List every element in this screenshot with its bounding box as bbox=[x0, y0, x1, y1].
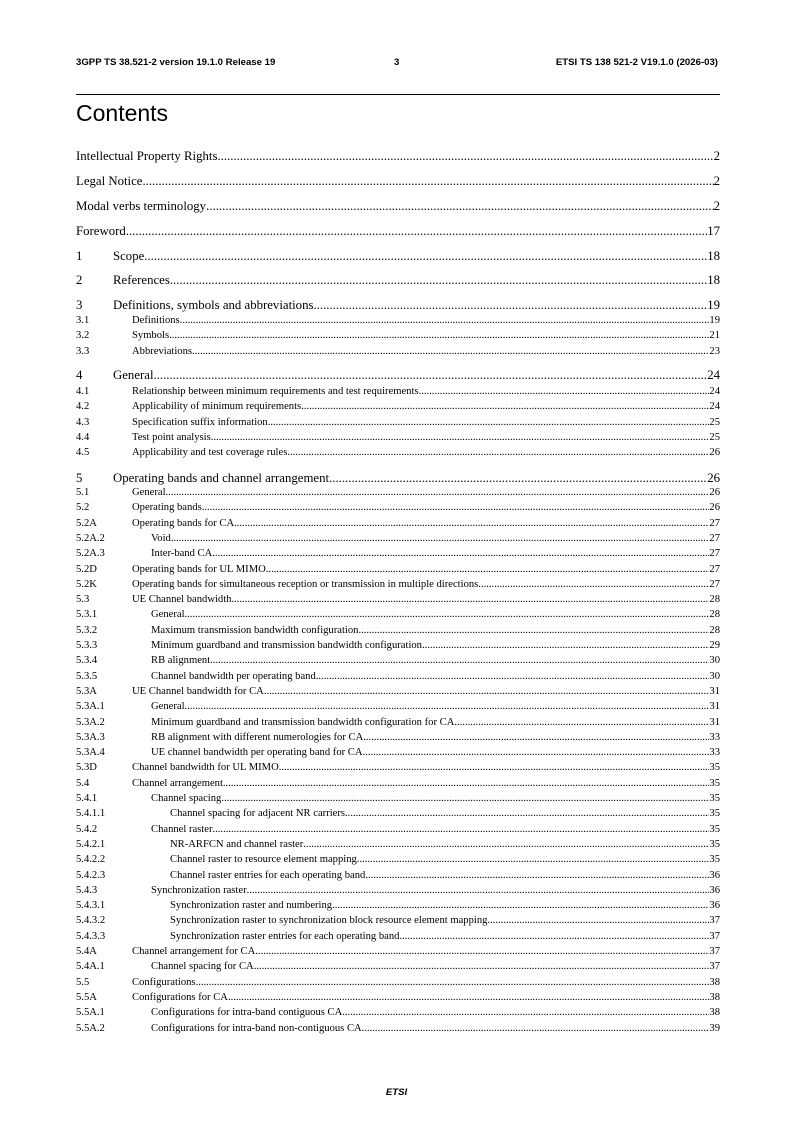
toc-entry-title: Minimum guardband and transmission bandwidth configuration for CA bbox=[151, 716, 455, 728]
toc-entry-title: Synchronization raster bbox=[151, 884, 247, 896]
toc-entry-title: RB alignment bbox=[151, 655, 211, 667]
toc-dot-leader bbox=[422, 640, 709, 651]
toc-entry[interactable] bbox=[76, 701, 720, 714]
toc-entry-title: Void bbox=[151, 532, 171, 544]
toc-entry-number: 5.5 bbox=[76, 976, 90, 988]
toc-dot-leader bbox=[154, 368, 708, 383]
toc-entry-title: Configurations for intra-band contiguous CA bbox=[151, 1007, 343, 1019]
toc-dot-leader bbox=[247, 885, 710, 896]
toc-entry-page: 30 bbox=[709, 655, 720, 667]
toc-entry-page: 26 bbox=[709, 447, 720, 458]
toc-entry-number: 5.4.2 bbox=[76, 823, 98, 835]
toc-dot-leader bbox=[316, 671, 710, 682]
toc-dot-leader bbox=[212, 548, 709, 559]
toc-entry-page: 23 bbox=[709, 346, 720, 357]
toc-dot-leader bbox=[212, 824, 709, 835]
toc-entry-page: 35 bbox=[709, 838, 720, 850]
toc-entry-number: 5.3A.2 bbox=[76, 716, 105, 728]
toc-entry-page: 37 bbox=[709, 930, 720, 942]
toc-dot-leader bbox=[142, 174, 713, 189]
toc-dot-leader bbox=[192, 346, 709, 357]
toc-entry[interactable] bbox=[76, 870, 720, 883]
toc-dot-leader bbox=[399, 931, 709, 942]
toc-entry-title: Configurations bbox=[132, 976, 196, 988]
toc-dot-leader bbox=[185, 609, 710, 620]
toc-entry-page: 31 bbox=[709, 716, 720, 728]
toc-entry-page: 35 bbox=[709, 762, 720, 774]
toc-entry-page: 29 bbox=[709, 640, 720, 651]
toc-dot-leader bbox=[287, 447, 709, 458]
toc-entry-number: 5.5A.2 bbox=[76, 1022, 105, 1034]
toc-entry-title: Inter-band CA bbox=[151, 548, 213, 560]
toc-dot-leader bbox=[363, 732, 709, 743]
toc-entry[interactable] bbox=[76, 594, 720, 607]
toc-entry[interactable] bbox=[76, 793, 720, 806]
toc-dot-leader bbox=[206, 199, 714, 214]
toc-entry[interactable] bbox=[76, 564, 720, 577]
toc-entry-page: 19 bbox=[709, 315, 720, 326]
toc-dot-leader bbox=[342, 1007, 709, 1018]
toc-entry[interactable] bbox=[76, 330, 720, 343]
toc-entry-page: 25 bbox=[709, 417, 720, 428]
toc-entry-page: 33 bbox=[709, 747, 720, 759]
toc-entry-page: 38 bbox=[709, 976, 720, 988]
toc-entry[interactable] bbox=[76, 961, 720, 974]
toc-dot-leader bbox=[264, 686, 710, 697]
toc-dot-leader bbox=[185, 701, 710, 712]
toc-entry[interactable] bbox=[76, 609, 720, 622]
toc-entry-page: 31 bbox=[709, 685, 720, 697]
toc-dot-leader bbox=[210, 655, 709, 666]
toc-entry-title: Intellectual Property Rights bbox=[76, 149, 218, 163]
toc-entry-page: 39 bbox=[709, 1022, 720, 1034]
toc-dot-leader bbox=[478, 579, 709, 590]
toc-entry-title: Channel spacing bbox=[151, 793, 222, 804]
toc-entry[interactable] bbox=[76, 346, 720, 359]
toc-entry[interactable] bbox=[76, 401, 720, 414]
toc-entry[interactable] bbox=[76, 502, 720, 515]
page-header bbox=[76, 57, 718, 71]
toc-entry[interactable] bbox=[76, 885, 720, 898]
toc-entry-title: Channel arrangement for CA bbox=[132, 946, 256, 957]
toc-entry-title: General bbox=[151, 701, 185, 713]
toc-entry[interactable] bbox=[76, 824, 720, 837]
toc-entry-page: 37 bbox=[709, 961, 720, 973]
toc-entry-page: 37 bbox=[709, 946, 720, 957]
toc-entry-page: 38 bbox=[709, 991, 720, 1003]
toc-entry[interactable] bbox=[76, 518, 720, 531]
toc-entry-page: 2 bbox=[713, 174, 720, 188]
toc-dot-leader bbox=[301, 401, 709, 412]
toc-dot-leader bbox=[217, 149, 713, 164]
toc-entry-number: 5.2A.3 bbox=[76, 548, 105, 560]
toc-entry-title: Channel spacing for CA bbox=[151, 961, 254, 973]
toc-entry-title: General bbox=[132, 487, 166, 498]
toc-entry-page: 18 bbox=[707, 249, 720, 263]
toc-entry-title: Maximum transmission bandwidth configuration bbox=[151, 624, 359, 636]
toc-entry-number: 5 bbox=[76, 471, 83, 485]
toc-entry-title: Configurations for CA bbox=[132, 991, 228, 1003]
toc-entry[interactable] bbox=[76, 487, 720, 500]
toc-entry-page: 26 bbox=[707, 471, 720, 485]
toc-entry-title: Synchronization raster and numbering bbox=[170, 900, 333, 912]
toc-entry[interactable] bbox=[76, 747, 720, 760]
toc-entry-page: 28 bbox=[709, 609, 720, 621]
toc-entry[interactable] bbox=[76, 368, 720, 384]
toc-entry-number: 5.4.3 bbox=[76, 884, 98, 896]
toc-entry[interactable] bbox=[76, 915, 720, 928]
toc-entry-title: Channel spacing for adjacent NR carriers bbox=[170, 808, 346, 820]
toc-entry-title: RB alignment with different numerologies for CA bbox=[151, 731, 364, 743]
toc-entry[interactable] bbox=[76, 625, 720, 638]
toc-entry-number: 5.4.3.1 bbox=[76, 900, 106, 912]
toc-entry-number: 5.4.3.3 bbox=[76, 930, 106, 942]
toc-dot-leader bbox=[169, 330, 709, 341]
toc-entry-page: 2 bbox=[713, 199, 720, 213]
toc-entry-title: General bbox=[151, 609, 185, 621]
toc-dot-leader bbox=[345, 808, 709, 819]
toc-entry[interactable] bbox=[76, 417, 720, 430]
toc-entry-number: 5.3D bbox=[76, 762, 97, 774]
toc-dot-leader bbox=[180, 315, 710, 326]
toc-entry-number: 3.1 bbox=[76, 315, 90, 326]
toc-entry-page: 33 bbox=[709, 731, 720, 743]
toc-entry-number: 5.2K bbox=[76, 578, 97, 590]
toc-dot-leader bbox=[332, 900, 709, 911]
toc-entry-title: Channel raster entries for each operating band bbox=[170, 869, 366, 881]
toc-entry-title: Definitions, symbols and abbreviations bbox=[113, 298, 314, 312]
toc-entry-title: UE Channel bandwidth bbox=[132, 594, 232, 606]
toc-entry-number: 5.1 bbox=[76, 487, 90, 498]
toc-dot-leader bbox=[254, 961, 710, 972]
toc-entry[interactable] bbox=[76, 471, 720, 487]
toc-entry[interactable] bbox=[76, 854, 720, 867]
toc-entry-page: 25 bbox=[709, 432, 720, 443]
toc-entry[interactable] bbox=[76, 655, 720, 668]
toc-entry-page: 35 bbox=[709, 793, 720, 804]
toc-entry-page: 26 bbox=[709, 487, 720, 498]
toc-entry-number: 5.4A.1 bbox=[76, 961, 105, 973]
toc-entry-title: Operating bands bbox=[132, 502, 202, 514]
toc-entry-number: 3.3 bbox=[76, 346, 90, 357]
toc-entry-number: 5.2 bbox=[76, 502, 90, 514]
toc-entry[interactable] bbox=[76, 315, 720, 328]
toc-entry[interactable] bbox=[76, 900, 720, 913]
toc-entry-page: 24 bbox=[709, 386, 720, 397]
toc-entry-number: 4.5 bbox=[76, 447, 90, 458]
toc-entry[interactable] bbox=[76, 386, 720, 399]
toc-dot-leader bbox=[221, 793, 709, 804]
toc-entry-title: Operating bands for UL MIMO bbox=[132, 563, 266, 575]
toc-entry-number: 5.2D bbox=[76, 563, 97, 575]
toc-entry[interactable] bbox=[76, 808, 720, 821]
toc-dot-leader bbox=[171, 533, 710, 544]
toc-entry-title: Operating bands for CA bbox=[132, 517, 235, 529]
toc-entry-title: Channel raster bbox=[151, 823, 213, 835]
toc-dot-leader bbox=[234, 518, 709, 529]
toc-entry-title: Operating bands and channel arrangement bbox=[113, 471, 330, 485]
toc-entry-title: Abbreviations bbox=[132, 346, 193, 357]
toc-entry-number: 5.3A.1 bbox=[76, 701, 105, 713]
toc-entry[interactable] bbox=[76, 839, 720, 852]
toc-dot-leader bbox=[358, 625, 709, 636]
toc-entry-page: 21 bbox=[709, 330, 720, 341]
toc-entry-number: 5.4A bbox=[76, 946, 97, 957]
toc-entry-page: 35 bbox=[709, 808, 720, 820]
header-spec-version: 3GPP TS 38.521-2 version 19.1.0 Release 19 bbox=[76, 57, 276, 68]
toc-entry-title: Operating bands for simultaneous reception or transmission in multiple directions bbox=[132, 578, 479, 590]
toc-entry-number: 5.3.5 bbox=[76, 670, 98, 682]
toc-entry-page: 36 bbox=[709, 869, 720, 881]
toc-entry-title: Synchronization raster to synchronization block resource element mapping bbox=[170, 915, 488, 927]
toc-entry-title: UE Channel bandwidth for CA bbox=[132, 685, 264, 697]
toc-entry-page: 26 bbox=[709, 502, 720, 514]
toc-dot-leader bbox=[223, 778, 710, 789]
toc-entry[interactable] bbox=[76, 432, 720, 445]
page-footer: ETSI bbox=[385, 1087, 408, 1098]
toc-dot-leader bbox=[196, 977, 710, 988]
toc-entry-number: 5.4 bbox=[76, 777, 90, 789]
toc-entry-number: 5.4.3.2 bbox=[76, 915, 106, 927]
toc-entry-number: 5.3.1 bbox=[76, 609, 98, 621]
toc-entry-page: 35 bbox=[709, 823, 720, 835]
toc-dot-leader bbox=[303, 839, 709, 850]
toc-entry[interactable] bbox=[76, 149, 720, 165]
toc-entry[interactable] bbox=[76, 1007, 720, 1020]
toc-dot-leader bbox=[268, 417, 710, 428]
toc-entry[interactable] bbox=[76, 273, 720, 289]
toc-entry-page: 19 bbox=[707, 298, 720, 312]
toc-entry[interactable] bbox=[76, 992, 720, 1005]
toc-entry[interactable] bbox=[76, 671, 720, 684]
toc-dot-leader bbox=[454, 717, 709, 728]
toc-entry-page: 30 bbox=[709, 670, 720, 682]
toc-dot-leader bbox=[363, 747, 710, 758]
toc-entry-page: 27 bbox=[709, 517, 720, 529]
toc-entry-page: 24 bbox=[709, 401, 720, 412]
page-title: Contents bbox=[76, 100, 169, 126]
toc-entry-number: 5.3A bbox=[76, 685, 97, 697]
toc-entry-number: 3.2 bbox=[76, 330, 90, 341]
toc-entry[interactable] bbox=[76, 686, 720, 699]
toc-entry-title: Channel bandwidth per operating band bbox=[151, 670, 316, 682]
header-etsi-reference: ETSI TS 138 521-2 V19.1.0 (2026-03) bbox=[555, 57, 718, 68]
toc-entry-page: 28 bbox=[709, 624, 720, 636]
toc-entry[interactable] bbox=[76, 579, 720, 592]
toc-entry-title: Relationship between minimum requirements and test requirements bbox=[132, 386, 419, 397]
toc-entry-number: 5.4.1.1 bbox=[76, 808, 106, 820]
toc-entry-number: 4.1 bbox=[76, 386, 90, 397]
toc-dot-leader bbox=[231, 594, 709, 605]
toc-entry-number: 5.5A bbox=[76, 991, 97, 1003]
toc-dot-leader bbox=[255, 946, 709, 957]
toc-entry-page: 27 bbox=[709, 532, 720, 544]
toc-entry[interactable] bbox=[76, 548, 720, 561]
toc-entry[interactable] bbox=[76, 762, 720, 775]
toc-entry[interactable] bbox=[76, 931, 720, 944]
toc-entry-page: 17 bbox=[707, 224, 720, 238]
toc-entry[interactable] bbox=[76, 640, 720, 653]
toc-entry-page: 18 bbox=[707, 273, 720, 287]
toc-entry-page: 35 bbox=[709, 854, 720, 866]
toc-entry-page: 27 bbox=[709, 578, 720, 590]
toc-entry-page: 2 bbox=[713, 149, 720, 163]
toc-entry-number: 5.2A bbox=[76, 517, 97, 529]
toc-entry-number: 5.5A.1 bbox=[76, 1007, 105, 1019]
toc-entry-number: 5.4.2.3 bbox=[76, 869, 106, 881]
toc-dot-leader bbox=[419, 386, 710, 397]
toc-entry-title: Minimum guardband and transmission bandwidth configuration bbox=[151, 640, 422, 651]
toc-entry-number: 2 bbox=[76, 273, 83, 287]
toc-entry-title: NR-ARFCN and channel raster bbox=[170, 838, 304, 850]
toc-entry[interactable] bbox=[76, 778, 720, 791]
toc-dot-leader bbox=[166, 487, 710, 498]
toc-entry-title: Symbols bbox=[132, 330, 170, 341]
toc-dot-leader bbox=[228, 992, 709, 1003]
toc-entry-title: General bbox=[113, 368, 154, 382]
toc-entry-number: 1 bbox=[76, 249, 83, 263]
toc-entry-number: 4.4 bbox=[76, 432, 90, 443]
toc-entry-title: Channel bandwidth for UL MIMO bbox=[132, 762, 279, 774]
toc-entry[interactable] bbox=[76, 199, 720, 215]
toc-entry-page: 36 bbox=[709, 900, 720, 912]
toc-entry[interactable] bbox=[76, 977, 720, 990]
toc-entry-title: Definitions bbox=[132, 315, 180, 326]
toc-dot-leader bbox=[126, 224, 707, 239]
toc-entry-title: References bbox=[113, 273, 170, 287]
toc-dot-leader bbox=[365, 870, 709, 881]
toc-entry-title: Foreword bbox=[76, 224, 126, 238]
toc-entry-page: 38 bbox=[709, 1007, 720, 1019]
toc-entry-title: Applicability and test coverage rules bbox=[132, 447, 288, 458]
toc-entry-title: UE channel bandwidth per operating band for CA bbox=[151, 747, 363, 759]
toc-entry-page: 27 bbox=[709, 563, 720, 575]
toc-entry[interactable] bbox=[76, 533, 720, 546]
toc-entry-page: 36 bbox=[709, 884, 720, 896]
toc-dot-leader bbox=[279, 762, 710, 773]
toc-entry-number: 5.3.3 bbox=[76, 640, 98, 651]
toc-dot-leader bbox=[170, 273, 707, 288]
toc-entry-page: 31 bbox=[709, 701, 720, 713]
toc-entry-title: Synchronization raster entries for each operating band bbox=[170, 930, 400, 942]
toc-entry-page: 24 bbox=[707, 368, 720, 382]
toc-entry[interactable] bbox=[76, 447, 720, 460]
toc-entry-page: 28 bbox=[709, 594, 720, 606]
header-rule bbox=[76, 94, 720, 95]
toc-dot-leader bbox=[211, 432, 710, 443]
header-page-number: 3 bbox=[394, 57, 400, 68]
toc-dot-leader bbox=[362, 1023, 710, 1034]
toc-dot-leader bbox=[202, 502, 710, 513]
toc-entry-title: Scope bbox=[113, 249, 145, 263]
toc-entry-title: Specification suffix information bbox=[132, 417, 268, 428]
toc-dot-leader bbox=[266, 564, 710, 575]
toc-entry[interactable] bbox=[76, 224, 720, 240]
toc-entry-number: 4.3 bbox=[76, 417, 90, 428]
toc-entry[interactable] bbox=[76, 1023, 720, 1036]
toc-entry-title: Channel arrangement bbox=[132, 777, 223, 789]
toc-entry-title: Channel raster to resource element mapping bbox=[170, 854, 357, 866]
toc-entry-number: 5.4.2.1 bbox=[76, 838, 106, 850]
toc-entry-title: Configurations for intra-band non-contiguous CA bbox=[151, 1022, 362, 1034]
toc-entry-number: 5.3A.3 bbox=[76, 731, 105, 743]
toc-entry-number: 5.4.2.2 bbox=[76, 854, 106, 866]
toc-dot-leader bbox=[313, 298, 707, 313]
toc-entry-title: Modal verbs terminology bbox=[76, 199, 207, 213]
toc-entry-number: 5.4.1 bbox=[76, 793, 98, 804]
toc-entry-number: 5.3A.4 bbox=[76, 747, 105, 759]
toc-entry-page: 27 bbox=[709, 548, 720, 560]
toc-entry-page: 37 bbox=[709, 915, 720, 927]
toc-dot-leader bbox=[329, 471, 707, 486]
toc-entry[interactable] bbox=[76, 717, 720, 730]
toc-entry-number: 4 bbox=[76, 368, 83, 382]
toc-entry[interactable] bbox=[76, 249, 720, 265]
toc-dot-leader bbox=[487, 915, 709, 926]
toc-entry-page: 35 bbox=[709, 777, 720, 789]
toc-entry-title: Test point analysis bbox=[132, 432, 211, 443]
toc-entry[interactable] bbox=[76, 946, 720, 959]
toc-entry-number: 5.3.4 bbox=[76, 655, 98, 667]
toc-entry[interactable] bbox=[76, 174, 720, 190]
toc-entry-title: Legal Notice bbox=[76, 174, 143, 188]
toc-entry-number: 5.3 bbox=[76, 594, 90, 606]
toc-entry[interactable] bbox=[76, 732, 720, 745]
toc-entry[interactable] bbox=[76, 298, 720, 314]
toc-dot-leader bbox=[144, 249, 707, 264]
toc-entry-title: Applicability of minimum requirements bbox=[132, 401, 302, 412]
toc-entry-number: 5.2A.2 bbox=[76, 532, 105, 544]
toc-entry-number: 4.2 bbox=[76, 401, 90, 412]
toc-entry-number: 3 bbox=[76, 298, 83, 312]
toc-dot-leader bbox=[357, 854, 710, 865]
toc-entry-number: 5.3.2 bbox=[76, 624, 98, 636]
